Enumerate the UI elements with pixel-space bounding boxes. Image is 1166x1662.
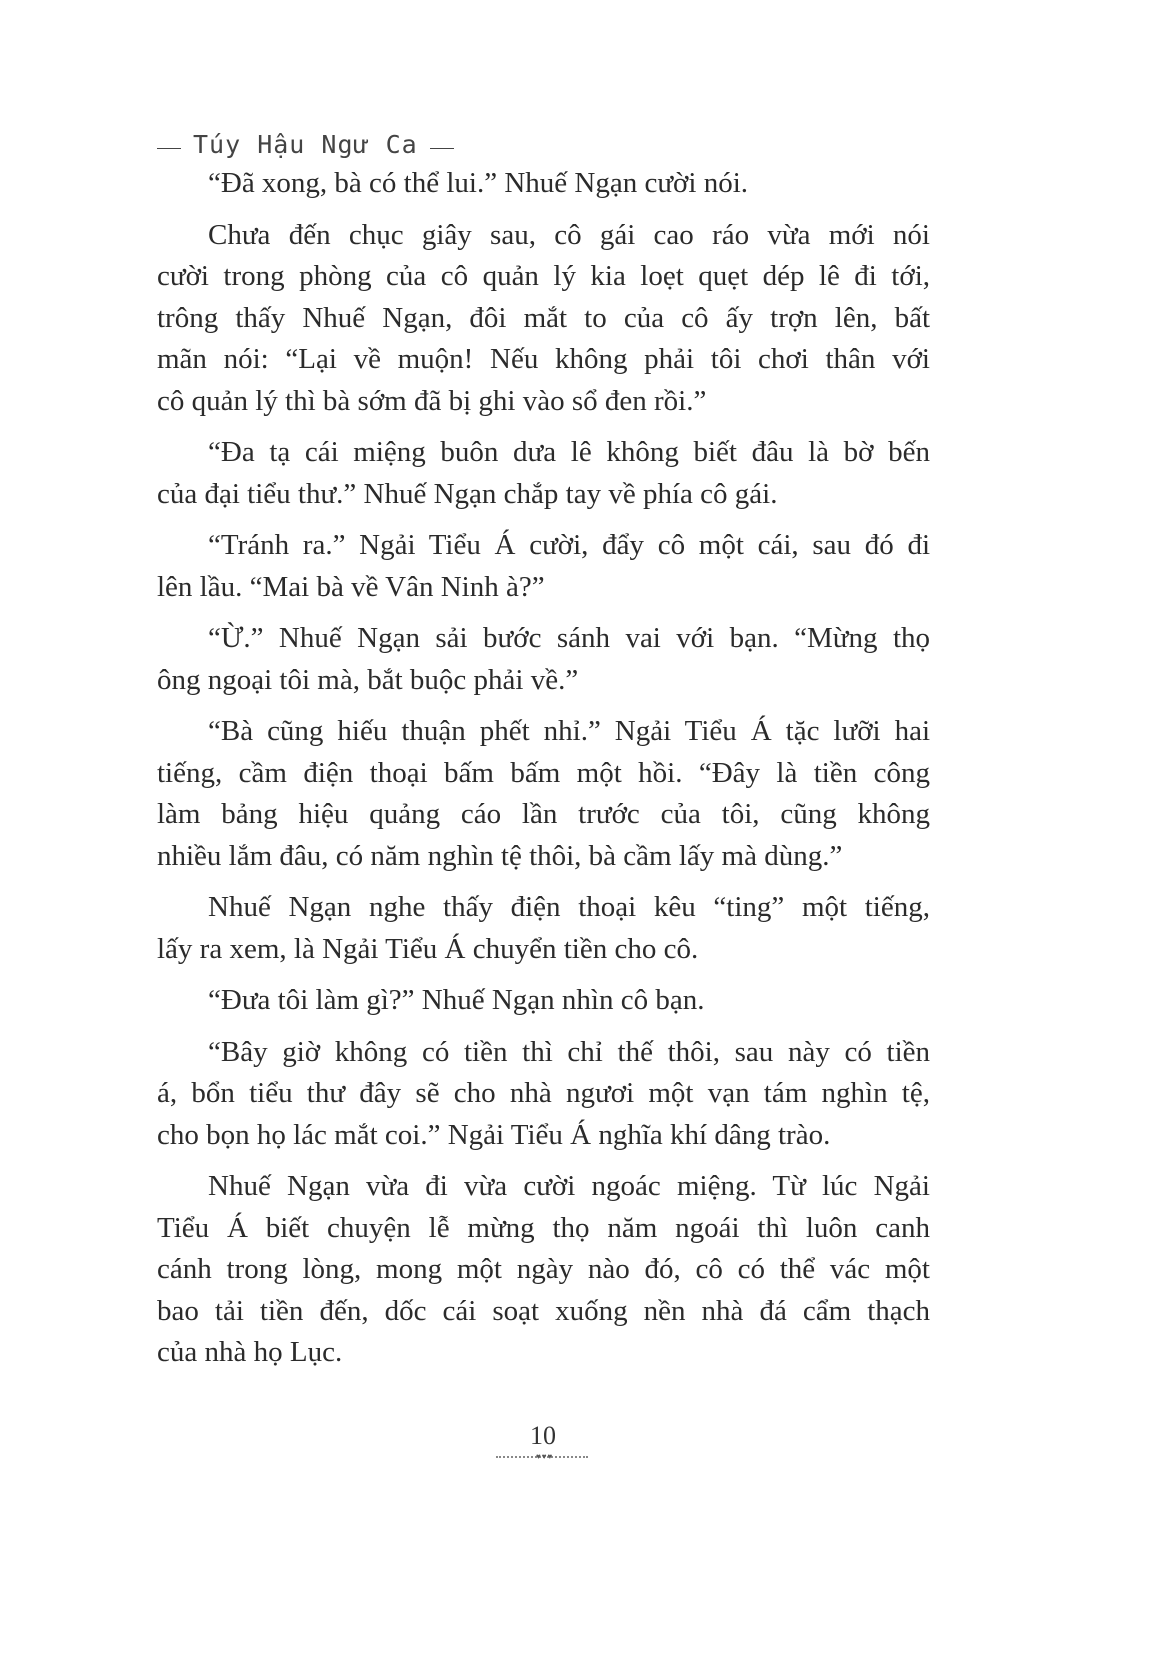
text-line: cười trong phòng của cô quản lý kia loẹt quẹt dép lê đi tới, <box>157 260 930 292</box>
paragraph <box>157 618 930 701</box>
text-line: “Đã xong, bà có thể lui.” Nhuế Ngạn cười nói. <box>208 167 749 199</box>
text-line: Chưa đến chục giây sau, cô gái cao ráo vừa mới nói <box>208 218 930 251</box>
paragraph <box>157 525 930 608</box>
page-body-text <box>157 163 930 1384</box>
text-line: bao tải tiền đến, dốc cái soạt xuống nền nhà đá cẩm thạch <box>157 1294 930 1327</box>
paragraph <box>157 215 930 423</box>
page-ornament <box>496 1452 588 1464</box>
text-line: của đại tiểu thư.” Nhuế Ngạn chắp tay về phía cô gái. <box>157 477 778 510</box>
text-line: “Tránh ra.” Ngải Tiểu Á cười, đẩy cô một cái, sau đó đi <box>208 529 930 561</box>
text-line: ông ngoại tôi mà, bắt buộc phải về.” <box>157 663 579 696</box>
paragraph <box>157 1166 930 1374</box>
text-line: “Bà cũng hiếu thuận phết nhỉ.” Ngải Tiểu Á tặc lưỡi hai <box>208 715 930 747</box>
text-line: tiếng, cầm điện thoại bấm bấm một hồi. “Đây là tiền công <box>157 756 930 789</box>
text-line: Nhuế Ngạn nghe thấy điện thoại kêu “ting” một tiếng, <box>208 891 930 923</box>
text-line: Tiểu Á biết chuyện lễ mừng thọ năm ngoái thì luôn canh <box>157 1211 930 1244</box>
text-line: trông thấy Nhuế Ngạn, đôi mắt to của cô ấy trợn lên, bất <box>157 301 930 334</box>
text-line: Nhuế Ngạn vừa đi vừa cười ngoác miệng. Từ lúc Ngải <box>208 1170 930 1202</box>
text-line: mãn nói: “Lại về muộn! Nếu không phải tôi chơi thân với <box>157 343 930 375</box>
text-line: “Đưa tôi làm gì?” Nhuế Ngạn nhìn cô bạn. <box>208 984 705 1016</box>
text-line: cho bọn họ lác mắt coi.” Ngải Tiểu Á nghĩa khí dâng trào. <box>157 1118 831 1151</box>
heart-ornament-icon: ♥♥♥ <box>536 1452 554 1461</box>
text-line: lấy ra xem, là Ngải Tiểu Á chuyển tiền cho cô. <box>157 932 699 965</box>
text-line: nhiều lắm đâu, có năm nghìn tệ thôi, bà cầm lấy mà dùng.” <box>157 839 843 872</box>
text-line: cô quản lý thì bà sớm đã bị ghi vào sổ đen rồi.” <box>157 384 707 417</box>
paragraph <box>157 980 930 1022</box>
header-dash-left <box>157 148 181 150</box>
text-line: lên lầu. “Mai bà về Vân Ninh à?” <box>157 570 545 603</box>
running-header <box>157 130 454 159</box>
text-line: làm bảng hiệu quảng cáo lần trước của tôi, cũng không <box>157 798 930 830</box>
paragraph <box>157 887 930 970</box>
page-number: 10 <box>530 1421 556 1450</box>
text-line: “Đa tạ cái miệng buôn dưa lê không biết đâu là bờ bến <box>208 436 930 468</box>
text-line: “Ừ.” Nhuế Ngạn sải bước sánh vai với bạn. “Mừng thọ <box>208 622 930 654</box>
paragraph <box>157 432 930 515</box>
header-dash-right <box>430 148 454 150</box>
text-line: của nhà họ Lục. <box>157 1336 343 1368</box>
paragraph <box>157 1032 930 1157</box>
text-line: á, bổn tiểu thư đây sẽ cho nhà ngươi một vạn tám nghìn tệ, <box>157 1077 930 1109</box>
paragraph <box>157 163 930 205</box>
paragraph <box>157 711 930 877</box>
text-line: “Bây giờ không có tiền thì chỉ thế thôi, sau này có tiền <box>208 1035 930 1068</box>
text-line: cánh trong lòng, mong một ngày nào đó, cô có thể vác một <box>157 1253 930 1285</box>
book-title: Túy Hậu Ngư Ca <box>193 130 418 159</box>
